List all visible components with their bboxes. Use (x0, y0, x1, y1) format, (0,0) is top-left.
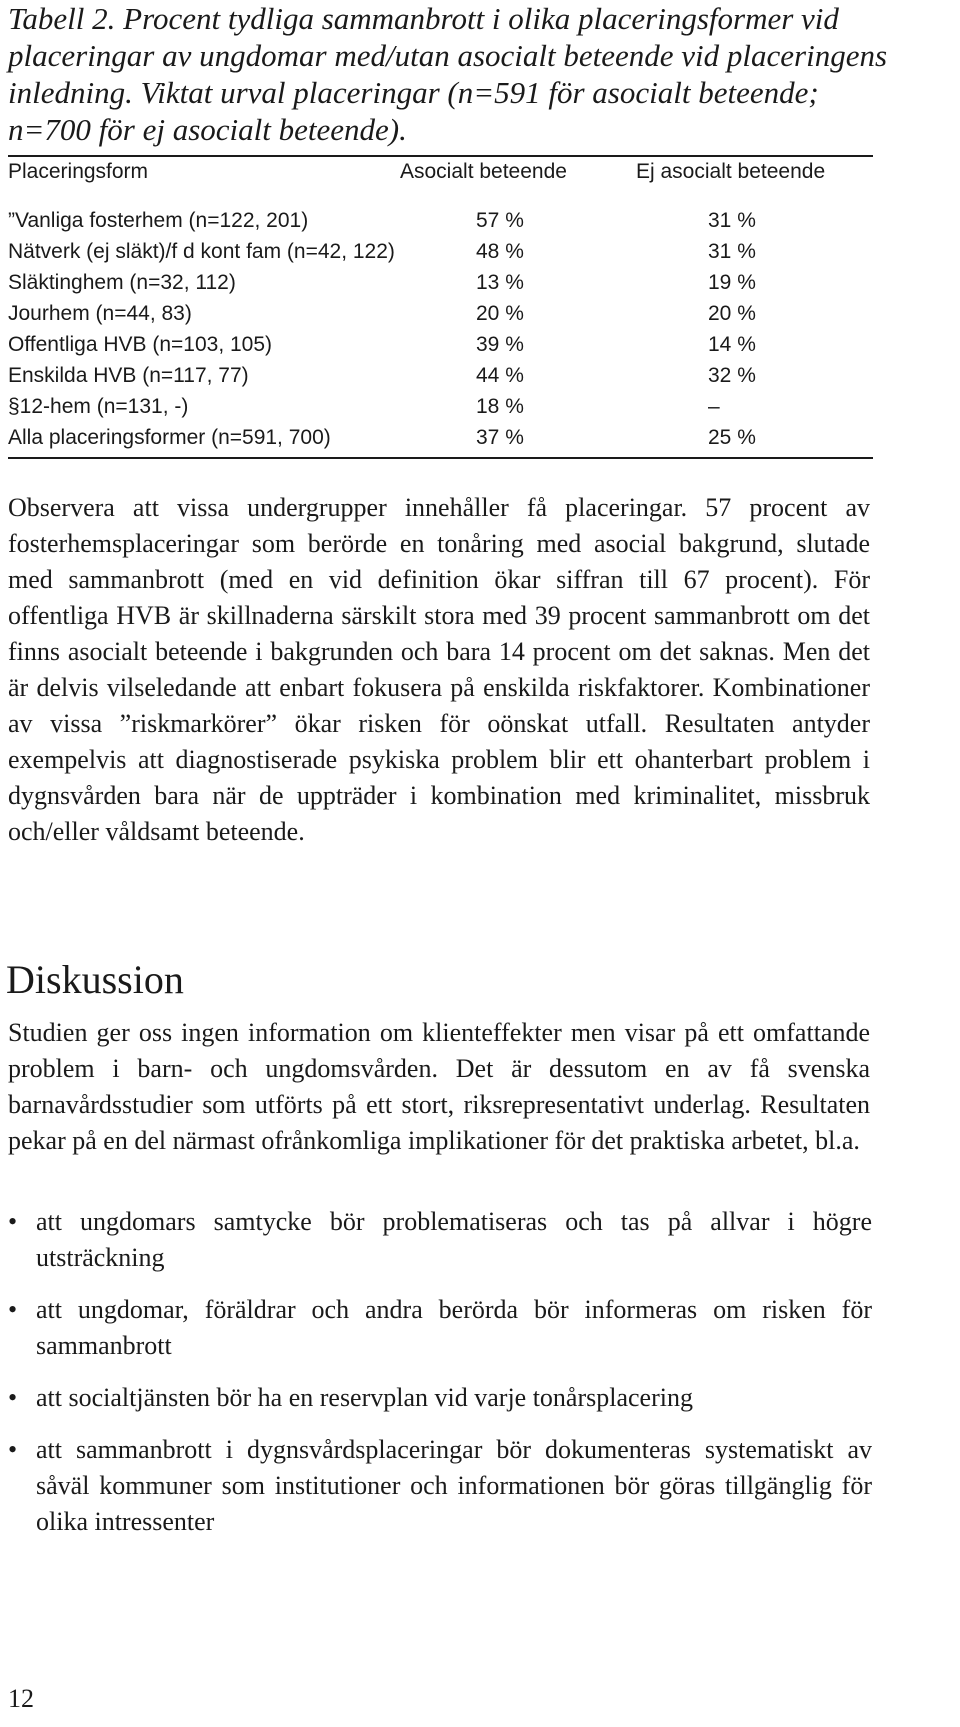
row-ej-asocialt-value: 20 % (708, 302, 756, 325)
table-row (8, 395, 873, 425)
table-row (8, 333, 873, 363)
row-asocialt-value: 37 % (476, 426, 524, 449)
table-caption: Tabell 2. Procent tydliga sammanbrott i olika placeringsformer vid placeringar av ungdomar med/utan asocialt beteende vid placeringens inledning. Viktat urval placeringar (n=591 för asocialt beteende; n=700 för ej asocialt beteende). (8, 1, 888, 147)
row-label: ”Vanliga fosterhem (n=122, 201) (8, 209, 309, 232)
table-bottom-rule (8, 457, 873, 459)
table-row (8, 271, 873, 301)
list-item (8, 1204, 872, 1276)
table-header-row (8, 160, 873, 190)
list-item (8, 1432, 872, 1540)
row-label: Jourhem (n=44, 83) (8, 302, 192, 325)
header-placeringsform: Placeringsform (8, 160, 149, 183)
row-ej-asocialt-value: 31 % (708, 209, 756, 232)
row-ej-asocialt-value: 25 % (708, 426, 756, 449)
row-label: Alla placeringsformer (n=591, 700) (8, 426, 331, 449)
row-asocialt-value: 20 % (476, 302, 524, 325)
list-item-text: att ungdomar, föräldrar och andra berörda bör informeras om risken för sammanbrott (36, 1295, 872, 1360)
bullet-icon: • (8, 1383, 18, 1412)
row-asocialt-value: 57 % (476, 209, 524, 232)
row-label: Offentliga HVB (n=103, 105) (8, 333, 273, 356)
implication-list (8, 1204, 872, 1556)
row-asocialt-value: 13 % (476, 271, 524, 294)
table-row (8, 240, 873, 270)
table-row (8, 426, 873, 456)
table-row (8, 302, 873, 332)
row-ej-asocialt-value: – (708, 395, 720, 418)
page-number: 12 (8, 1684, 34, 1713)
row-ej-asocialt-value: 32 % (708, 364, 756, 387)
table-top-rule (8, 155, 873, 157)
table-row (8, 209, 873, 239)
section-heading: Diskussion (6, 957, 184, 1002)
row-label: Släktinghem (n=32, 112) (8, 271, 236, 294)
row-label: §12-hem (n=131, -) (8, 395, 189, 418)
row-ej-asocialt-value: 31 % (708, 240, 756, 263)
list-item-text: att sammanbrott i dygnsvårdsplaceringar bör dokumenteras systematiskt av såväl kommuner som institutioner och informationen bör göras tillgänglig för olika intressenter (36, 1435, 872, 1536)
header-ej-asocialt: Ej asocialt beteende (636, 160, 826, 183)
row-ej-asocialt-value: 14 % (708, 333, 756, 356)
row-asocialt-value: 39 % (476, 333, 524, 356)
discussion-paragraph: Studien ger oss ingen information om klienteffekter men visar på ett omfattande problem i barn- och ungdomsvården. Det är dessutom en av få svenska barnavårdsstudier som utförts på ett stort, riksrepresentativt underlag. Resultaten pekar på en del närmast ofrånkomliga implikationer för det praktiska arbetet, bl.a. (8, 1018, 870, 1155)
row-label: Enskilda HVB (n=117, 77) (8, 364, 249, 387)
row-label: Nätverk (ej släkt)/f d kont fam (n=42, 122) (8, 240, 395, 263)
row-asocialt-value: 44 % (476, 364, 524, 387)
bullet-icon: • (8, 1295, 18, 1324)
list-item-text: att socialtjänsten bör ha en reservplan vid varje tonårsplacering (36, 1383, 693, 1412)
row-ej-asocialt-value: 19 % (708, 271, 756, 294)
list-item (8, 1292, 872, 1364)
row-asocialt-value: 18 % (476, 395, 524, 418)
bullet-icon: • (8, 1207, 18, 1236)
observation-paragraph: Observera att vissa undergrupper innehåller få placeringar. 57 procent av fosterhemsplaceringar som berörde en tonåring med asocial bakgrund, slutade med sammanbrott (med en vid definition ökar siffran till 67 procent). För offentliga HVB är skillnaderna särskilt stora med 39 procent sammanbrott om det finns asocialt beteende i bakgrunden och bara 14 procent om det saknas. Men det är delvis vilseledande att enbart fokusera på enskilda riskfaktorer. Kombinationer av vissa ”riskmarkörer” ökar risken för oönskat utfall. Resultaten antyder exempelvis att diagnostiserade psykiska problem blir ett ohanterbart problem i dygnsvården bara när de uppträder i kombination med kriminalitet, missbruk och/eller våldsamt beteende. (8, 493, 870, 846)
bullet-icon: • (8, 1435, 18, 1464)
list-item (8, 1380, 872, 1416)
row-asocialt-value: 48 % (476, 240, 524, 263)
table-row (8, 364, 873, 394)
list-item-text: att ungdomars samtycke bör problematiseras och tas på allvar i högre utsträckning (36, 1207, 872, 1272)
header-asocialt: Asocialt beteende (400, 160, 567, 183)
